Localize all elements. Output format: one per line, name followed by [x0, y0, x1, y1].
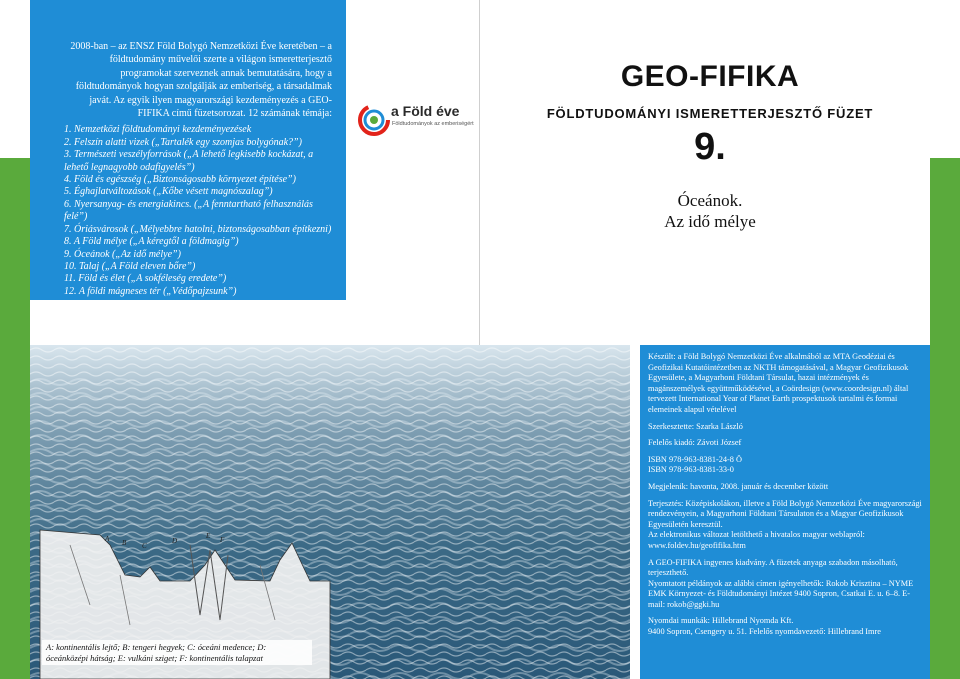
colophon-free — [648, 558, 922, 611]
logo-tagline: Földtudományok az emberiségért — [392, 121, 474, 127]
intro-text: 2008-ban – az ENSZ Föld Bolygó Nemzetközi Éve keretében – a földtudomány művelői szerte a világon ismeretterjesztő programokat szerveznek annak bemutatására, hogy a földtudományok hogyan szolgálják az emberiség, a társadalmak javát. Az egyik ilyen magyarországi kezdeményezés a GEO-FIFIKA című füzetsorozat. 12 számának témája: — [70, 41, 332, 120]
figure-caption: A: kontinentális lejtő; B: tengeri hegyek; C: óceáni medence; D: óceánközépi hátság; E: vulkáni sziget; F: kontinentális talapzat — [42, 640, 312, 665]
topic-item: 3. Természeti veszélyforrások („A lehető legkisebb kockázat, a lehető legnagyobb odafigyelés”) — [64, 149, 314, 173]
colophon-frequency: Megjelenik: havonta, 2008. január és december között — [648, 481, 829, 491]
printer-text: Nyomdai munkák: Hillebrand Nyomda Kft. — [648, 616, 794, 626]
ocean-image — [30, 345, 630, 679]
colophon-printing — [648, 616, 922, 637]
topic-item: 9. Óceánok („Az idő mélye”) — [64, 248, 181, 260]
colophon-distribution — [648, 499, 922, 552]
issue-topic — [600, 190, 820, 232]
logo-name: a Föld éve — [391, 103, 460, 119]
cover-title: GEO-FIFIKA — [620, 60, 800, 93]
colophon-isbn — [648, 455, 922, 476]
isbn-1: ISBN 978-963-8381-24-8 Ö — [648, 454, 743, 464]
topic-item: 8. A Föld mélye („A kéregtől a földmagig”) — [64, 236, 239, 248]
colophon-box — [640, 345, 930, 679]
issue-topic-line-2: Az idő mélye — [664, 212, 756, 231]
order-text: Nyomtatott példányok az alábbi címen igényelhetők: Rokob Krisztina – NYME EMK Környezet- és Földtudományi Intézet 9400 Sopron, Csatkai E. u. 6–8. E-mail: rokob@ggki.hu — [648, 578, 914, 609]
diagram-label-c: C — [142, 542, 147, 550]
cover-subtitle: FÖLDTUDOMÁNYI ISMERETTERJESZTŐ FÜZET — [546, 106, 874, 121]
issue-number: 9. — [694, 126, 726, 168]
page-spine — [479, 0, 480, 345]
topic-item: 11. Föld és élet („A sokféleség eredete”) — [64, 273, 227, 285]
topic-item: 10. Talaj („A Föld eleven bőre”) — [64, 260, 196, 272]
intro-box — [30, 0, 346, 300]
printer-address: 9400 Sopron, Csengery u. 51. Felelős nyomdavezető: Hillebrand Imre — [648, 627, 881, 637]
green-side-bar-right — [930, 158, 960, 679]
isbn-2: ISBN 978-963-8381-33-0 — [648, 465, 734, 475]
topic-item: 6. Nyersanyag- és energiakincs. („A fenntartható felhasználás felé”) — [64, 198, 313, 223]
topic-list — [64, 124, 332, 298]
download-text: Az elektronikus változat letölthető a hivatalos magyar weblapról: www.foldev.hu/geofifika.htm — [648, 530, 865, 550]
colophon-publisher: Felelős kiadó: Závoti József — [648, 438, 742, 448]
green-side-bar-left — [0, 158, 30, 679]
topic-item: 4. Föld és egészség („Biztonságosabb környezet építése”) — [64, 174, 296, 186]
diagram-label-b: B — [122, 539, 127, 547]
diagram-label-a: A — [105, 535, 110, 543]
diagram-label-f: F — [220, 536, 225, 544]
topic-item: 12. A földi mágneses tér („Védőpajzsunk”) — [64, 285, 237, 297]
colophon-editor: Szerkesztette: Szarka László — [648, 421, 743, 431]
topic-item: 2. Felszín alatti vizek („Tartalék egy szomjas bolygónak?”) — [64, 136, 302, 148]
issue-topic-line-1: Óceánok. — [677, 191, 743, 210]
colophon-production: Készült: a Föld Bolygó Nemzetközi Éve alkalmából az MTA Geodéziai és Geofizikai Kutatóintézetben az NKTH támogatásával, a Magyar Geofizikusok Egyesülete, a Magyarhoni Földtani Társulat, hazai intézmények és magánszemélyek együttműködésével, a Coördesign (www.coordesign.nl) által tervezett International Year of Planet Earth prospektusok tartalmi és formai elemeinek alapul vételével — [648, 352, 909, 414]
diagram-label-e: E — [206, 532, 211, 540]
diagram-label-d: D — [172, 537, 178, 545]
topic-item: 5. Éghajlatváltozások („Kőbe vésett magnószalag”) — [64, 186, 273, 198]
topic-item: 1. Nemzetközi földtudományi kezdeményezések — [64, 124, 252, 136]
topic-item: 7. Óriásvárosok („Mélyebbre hatolni, biztonságosabban építkezni) — [64, 223, 332, 235]
distribution-text: Terjesztés: Középiskolákon, illetve a Föld Bolygó Nemzetközi Éve magyarországi rendezvényein, a Magyarhoni Földtani Társulaton és a Magyar Geofizikusok Egyesületén keresztül. — [648, 498, 922, 529]
free-text: A GEO-FIFIKA ingyenes kiadvány. A füzetek anyaga szabadon másolható, terjeszthető. — [648, 557, 898, 578]
